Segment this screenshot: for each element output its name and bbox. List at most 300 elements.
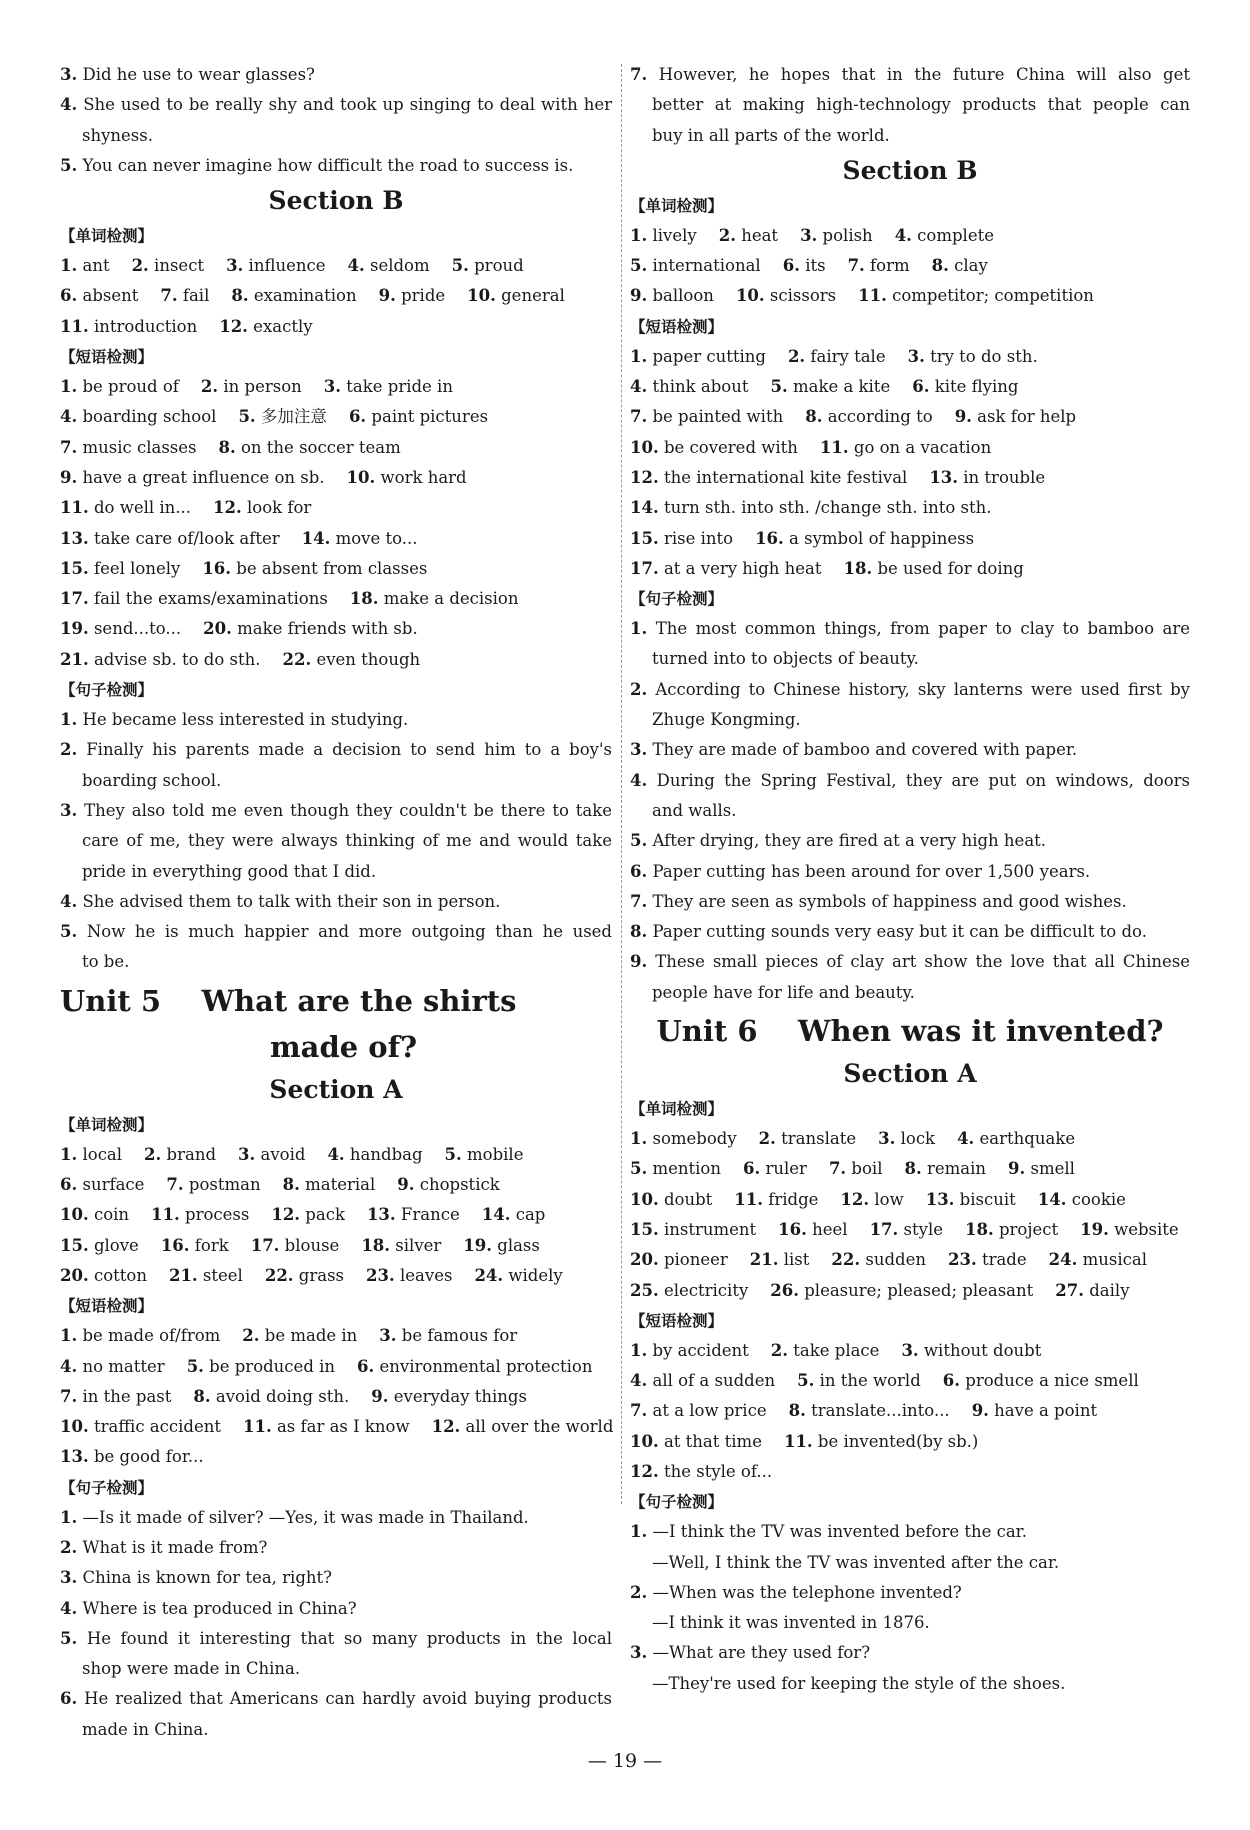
answer-line-continuation: shyness. [82,125,153,145]
item-number: 4. [60,1356,78,1376]
answer-cell: 10. scissors [735,286,837,306]
answer-cell: 9. have a point [971,1401,1098,1421]
item-number: 17. [60,589,89,609]
answer-cell: 17. style [869,1219,943,1239]
answer-row [60,1140,612,1170]
item-number: 12. [271,1205,301,1225]
answer-cell: 3. avoid [238,1144,306,1164]
answer-cell: 7. music classes [60,437,197,457]
item-number: 9. [630,286,648,306]
answer-row [60,1352,612,1382]
answer-cell: 21. advise sb. to do sth. [60,649,261,669]
answer-cell: 13. France [366,1205,460,1225]
answer-cell: 8. remain [904,1159,986,1179]
answer-line: 6. He realized that Americans can hardly avoid buying products [60,1689,612,1709]
answer-cell: 2. take place [770,1340,880,1360]
item-number: 12. [630,1461,659,1481]
item-number: 15. [60,558,89,578]
item-number: 12. [630,467,659,487]
item-number: 4. [327,1144,345,1164]
answer-cell: 1. paper cutting [630,346,766,366]
answer-row [630,251,1190,281]
answer-cell: 12. look for [213,498,312,518]
exercise-label: 【短语检测】 [60,1297,154,1316]
answer-line: 3. China is known for tea, right? [60,1568,332,1588]
answer-cell: 7. fail [160,286,210,306]
item-number: 10. [630,437,659,457]
item-number: 2. [630,679,648,699]
item-number: 5. [444,1144,462,1164]
answer-cell: 18. silver [361,1235,442,1255]
item-number: 10. [60,1417,89,1437]
section-heading: Section A [269,1074,403,1104]
answer-cell: 7. form [847,256,910,276]
answer-cell: 5. 多加注意 [238,407,327,427]
answer-cell: 5. make a kite [770,377,891,397]
item-number: 7. [160,286,178,306]
answer-cell: 11. do well in... [60,498,192,518]
answer-line: 4. Where is tea produced in China? [60,1598,357,1618]
item-number: 10. [630,1431,659,1451]
answer-cell: 3. polish [800,225,873,245]
answer-cell: 1. be made of/from [60,1326,221,1346]
item-number: 2. [758,1129,776,1149]
answer-cell: 12. all over the world [431,1417,614,1437]
answer-line: 1. The most common things, from paper to clay to bamboo are [630,619,1190,639]
item-number: 4. [60,407,78,427]
answer-cell: 4. boarding school [60,407,217,427]
exercise-label: 【短语检测】 [630,1311,724,1330]
answer-cell: 5. mention [630,1159,721,1179]
answer-line-continuation: made in China. [82,1719,209,1739]
exercise-label: 【句子检测】 [60,1478,154,1497]
item-number: 27. [1055,1280,1084,1300]
item-number: 22. [831,1250,861,1270]
answer-cell: 24. widely [474,1265,563,1285]
answer-line: 1. He became less interested in studying. [60,710,409,730]
item-number: 5. [770,377,788,397]
answer-cell: 6. kite flying [912,377,1019,397]
answer-cell: 13. be good for... [60,1447,204,1467]
answer-cell: 18. be used for doing [843,558,1024,578]
answer-row [60,1412,612,1442]
item-number: 11. [151,1205,180,1225]
answer-cell: 11. process [151,1205,250,1225]
item-number: 4. [60,1598,78,1618]
answer-cell: 9. everyday things [371,1386,527,1406]
answer-cell: 12. pack [271,1205,345,1225]
unit-title: made of? [270,1029,418,1064]
answer-row [630,554,1190,584]
item-number: 16. [778,1219,807,1239]
item-number: 18. [361,1235,391,1255]
answer-row [60,1321,612,1351]
answer-cell: 16. be absent from classes [202,558,428,578]
item-number: 18. [843,558,873,578]
item-number: 7. [630,407,648,427]
item-number: 1. [60,1326,78,1346]
item-number: 25. [630,1280,659,1300]
exercise-label: 【单词检测】 [630,196,724,215]
answer-cell: 18. make a decision [349,589,519,609]
answer-line-continuation: Zhuge Kongming. [652,710,801,730]
answer-cell: 3. influence [226,256,326,276]
unit-title: Unit 6 When was it invented? [656,1014,1164,1049]
item-number: 1. [630,346,648,366]
answer-cell: 7. at a low price [630,1401,767,1421]
item-number: 6. [630,861,648,881]
answer-cell: 12. low [840,1189,904,1209]
item-number: 14. [1037,1189,1067,1209]
answer-cell: 4. handbag [327,1144,423,1164]
answer-cell: 5. in the world [797,1371,921,1391]
item-number: 4. [630,1371,648,1391]
item-number: 14. [481,1205,511,1225]
answer-cell: 2. heat [718,225,779,245]
item-number: 4. [347,256,365,276]
answer-line-continuation: to be. [82,952,130,972]
item-number: 4. [60,891,78,911]
item-number: 1. [60,1144,78,1164]
item-number: 18. [349,589,379,609]
item-number: 1. [630,1129,648,1149]
answer-line-continuation: pride in everything good that I did. [82,861,377,881]
item-number: 8. [805,407,823,427]
item-number: 6. [357,1356,375,1376]
answer-row [60,554,612,584]
answer-line: 2. Finally his parents made a decision to send him to a boy's [60,740,612,760]
answer-cell: 6. produce a nice smell [942,1371,1139,1391]
item-number: 5. [186,1356,204,1376]
answer-line: 1. —I think the TV was invented before the car. [630,1522,1028,1542]
answer-cell: 4. earthquake [957,1129,1076,1149]
item-number: 7. [60,437,78,457]
answer-cell: 20. pioneer [630,1250,728,1270]
item-number: 4. [894,225,912,245]
answer-row [630,372,1190,402]
answer-cell: 3. without doubt [901,1340,1042,1360]
answer-cell: 10. coin [60,1205,130,1225]
answer-cell: 3. try to do sth. [907,346,1038,366]
answer-line: 2. According to Chinese history, sky lanterns were used first by [630,679,1190,699]
answer-row [630,1336,1190,1366]
answer-row [630,1245,1190,1275]
answer-cell: 23. trade [947,1250,1027,1270]
answer-cell: 6. paint pictures [348,407,489,427]
answer-row [630,221,1190,251]
answer-cell: 15. instrument [630,1219,757,1239]
answer-row [630,1185,1190,1215]
answer-cell: 14. cap [481,1205,546,1225]
item-number: 8. [193,1386,211,1406]
item-number: 5. [630,1159,648,1179]
item-number: 16. [202,558,232,578]
item-number: 24. [474,1265,504,1285]
answer-cell: 13. take care of/look after [60,528,280,548]
item-number: 13. [929,467,959,487]
item-number: 16. [160,1235,190,1255]
item-number: 21. [60,649,89,669]
answer-cell: 2. brand [144,1144,217,1164]
item-number: 15. [630,528,659,548]
item-number: 6. [348,407,367,427]
item-number: 9. [371,1386,389,1406]
exercise-label: 【单词检测】 [630,1100,724,1119]
answer-cell: 9. ask for help [954,407,1077,427]
section-heading: Section B [842,155,978,185]
answer-cell: 11. be invented(by sb.) [783,1431,979,1451]
item-number: 2. [60,740,78,760]
answer-cell: 16. a symbol of happiness [755,528,975,548]
item-number: 18. [965,1219,994,1239]
item-number: 12. [213,498,242,518]
answer-cell: 7. be painted with [630,407,784,427]
item-number: 3. [60,65,78,84]
item-number: 8. [218,437,236,457]
answer-cell: 7. boil [828,1159,883,1179]
item-number: 13. [60,528,89,548]
answer-cell: 3. be famous for [379,1326,518,1346]
item-number: 13. [366,1205,396,1225]
answer-line-continuation: boarding school. [82,770,222,790]
item-number: 1. [630,1340,648,1360]
answer-line-continuation: better at making high-technology products that people can [652,95,1190,115]
right-column [630,60,1190,1699]
answer-cell: 2. fairy tale [787,346,886,366]
item-number: 19. [463,1235,493,1255]
answer-row [630,1154,1190,1184]
item-number: 20. [60,1265,89,1285]
item-number: 23. [366,1265,395,1285]
answer-row [630,1396,1190,1426]
answer-cell: 5. proud [451,256,524,276]
answer-row [630,1457,1190,1487]
item-number: 16. [755,528,784,548]
answer-cell: 15. glove [60,1235,139,1255]
item-number: 12. [431,1417,461,1437]
answer-line: 2. What is it made from? [60,1537,268,1557]
answer-row [60,372,612,402]
answer-line: 5. After drying, they are fired at a very high heat. [630,831,1047,851]
item-number: 19. [1080,1219,1109,1239]
answer-cell: 11. as far as I know [243,1417,410,1437]
answer-cell: 9. balloon [630,286,714,306]
item-number: 13. [925,1189,955,1209]
item-number: 6. [942,1371,961,1391]
answer-cell: 2. insect [131,256,205,276]
answer-cell: 14. move to... [301,528,418,548]
item-number: 9. [60,467,78,487]
answer-cell: 8. on the soccer team [218,437,401,457]
item-number: 10. [346,467,376,487]
item-number: 6. [743,1159,761,1179]
answer-line-continuation: and walls. [652,800,737,820]
item-number: 2. [718,225,736,245]
item-number: 11. [734,1189,763,1209]
answer-cell: 4. no matter [60,1356,165,1376]
item-number: 3. [238,1144,256,1164]
answer-row [60,463,612,493]
answer-row [630,493,1190,523]
answer-row [630,1366,1190,1396]
answer-line-continuation: people have for life and beauty. [652,982,915,1002]
item-number: 3. [226,256,244,276]
answer-line: 5. He found it interesting that so many products in the local [60,1628,612,1648]
answer-cell: 22. sudden [831,1250,926,1270]
item-number: 10. [630,1189,659,1209]
answer-line-continuation: —They're used for keeping the style of the shoes. [652,1673,1066,1693]
answer-cell: 19. glass [463,1235,540,1255]
answer-line: 4. She advised them to talk with their son in person. [60,891,501,911]
item-number: 1. [630,1522,648,1542]
answer-row [60,524,612,554]
answer-cell: 11. fridge [734,1189,819,1209]
answer-cell: 11. competitor; competition [858,286,1094,306]
exercise-label: 【单词检测】 [60,1115,154,1134]
item-number: 4. [957,1129,975,1149]
item-number: 7. [847,256,865,276]
answer-cell: 11. introduction [60,316,198,336]
item-number: 7. [60,1386,78,1406]
item-number: 23. [947,1250,977,1270]
item-number: 4. [60,95,78,115]
answer-row [60,433,612,463]
item-number: 3. [878,1129,896,1149]
answer-row [60,1200,612,1230]
answer-cell: 11. go on a vacation [819,437,992,457]
item-number: 3. [630,1643,648,1663]
answer-cell: 5. mobile [444,1144,524,1164]
item-number: 3. [323,377,342,397]
item-number: 6. [60,1175,78,1195]
answer-cell: 16. heel [778,1219,848,1239]
item-number: 8. [231,286,249,306]
answer-cell: 9. chopstick [397,1175,500,1195]
item-number: 19. [60,619,89,639]
item-number: 2. [144,1144,162,1164]
item-number: 9. [954,407,972,427]
item-number: 2. [131,256,149,276]
answer-cell: 13. biscuit [925,1189,1016,1209]
item-number: 5. [451,256,469,276]
answer-cell: 1. lively [630,225,697,245]
item-number: 17. [250,1235,280,1255]
answer-cell: 14. cookie [1037,1189,1126,1209]
answer-line-continuation: turned into to objects of beauty. [652,649,919,669]
answer-cell: 8. material [282,1175,376,1195]
answer-cell: 26. pleasure; pleased; pleasant [770,1280,1034,1300]
item-number: 26. [770,1280,799,1300]
answer-cell: 10. doubt [630,1189,713,1209]
item-number: 10. [60,1205,89,1225]
answer-row [630,524,1190,554]
answer-cell: 19. send...to... [60,619,182,639]
item-number: 6. [60,1689,78,1709]
item-number: 7. [630,65,648,84]
item-number: 6. [60,286,78,306]
exercise-label: 【单词检测】 [60,227,154,246]
page-number: — 19 — [587,1750,663,1772]
answer-cell: 2. translate [758,1129,857,1149]
item-number: 7. [630,891,648,911]
answer-cell: 6. environmental protection [357,1356,593,1376]
item-number: 12. [840,1189,870,1209]
item-number: 5. [797,1371,815,1391]
answer-row [630,463,1190,493]
answer-cell: 12. exactly [219,316,313,336]
answer-line: 6. Paper cutting has been around for over 1,500 years. [630,861,1091,881]
item-number: 7. [630,1401,648,1421]
answer-row [60,312,612,342]
answer-cell: 9. have a great influence on sb. [60,467,325,487]
answer-row [630,433,1190,463]
answer-cell: 10. general [467,286,565,306]
item-number: 8. [931,256,949,276]
left-column [60,60,612,1745]
item-number: 2. [242,1326,260,1346]
answer-cell: 10. work hard [346,467,467,487]
answer-cell: 25. electricity [630,1280,749,1300]
answer-cell: 6. ruler [743,1159,807,1179]
answer-cell: 20. cotton [60,1265,147,1285]
answer-cell: 12. the international kite festival [630,467,908,487]
answer-cell: 8. according to [805,407,933,427]
answer-cell: 10. traffic accident [60,1417,221,1437]
answer-row [60,1261,612,1291]
item-number: 1. [60,1507,78,1527]
answer-cell: 27. daily [1055,1280,1130,1300]
answer-row [60,614,612,644]
answer-cell: 24. musical [1048,1250,1147,1270]
answer-cell: 8. avoid doing sth. [193,1386,350,1406]
item-number: 5. [60,155,78,175]
answer-cell: 8. clay [931,256,988,276]
answer-row [60,1231,612,1261]
answer-cell: 3. lock [878,1129,936,1149]
item-number: 4. [630,377,648,397]
answer-row [630,402,1190,432]
answer-line: 9. These small pieces of clay art show the love that all Chinese [630,952,1190,972]
item-number: 8. [904,1159,922,1179]
answer-cell: 1. local [60,1144,123,1164]
item-number: 9. [971,1401,989,1421]
item-number: 10. [467,286,496,306]
item-number: 22. [282,649,312,669]
answer-cell: 10. at that time [630,1431,762,1451]
answer-line: 5. Now he is much happier and more outgoing than he used [60,922,612,942]
answer-cell: 2. be made in [242,1326,358,1346]
item-number: 6. [912,377,930,397]
answer-cell: 6. its [782,256,826,276]
item-number: 7. [166,1175,184,1195]
answer-cell: 1. somebody [630,1129,737,1149]
answer-cell: 6. absent [60,286,139,306]
item-number: 8. [282,1175,300,1195]
answer-line: 7. However, he hopes that in the future China will also get [630,65,1190,84]
answer-row [60,1382,612,1412]
item-number: 12. [219,316,248,336]
answer-line: 3. They are made of bamboo and covered with paper. [630,740,1078,760]
answer-cell: 15. feel lonely [60,558,181,578]
answer-row [60,1170,612,1200]
item-number: 5. [60,1628,78,1648]
item-number: 2. [630,1582,648,1602]
answer-cell: 1. be proud of [60,377,179,397]
answer-row [630,1215,1190,1245]
answer-cell: 20. make friends with sb. [203,619,418,639]
answer-row [630,1124,1190,1154]
answer-cell: 23. leaves [366,1265,453,1285]
